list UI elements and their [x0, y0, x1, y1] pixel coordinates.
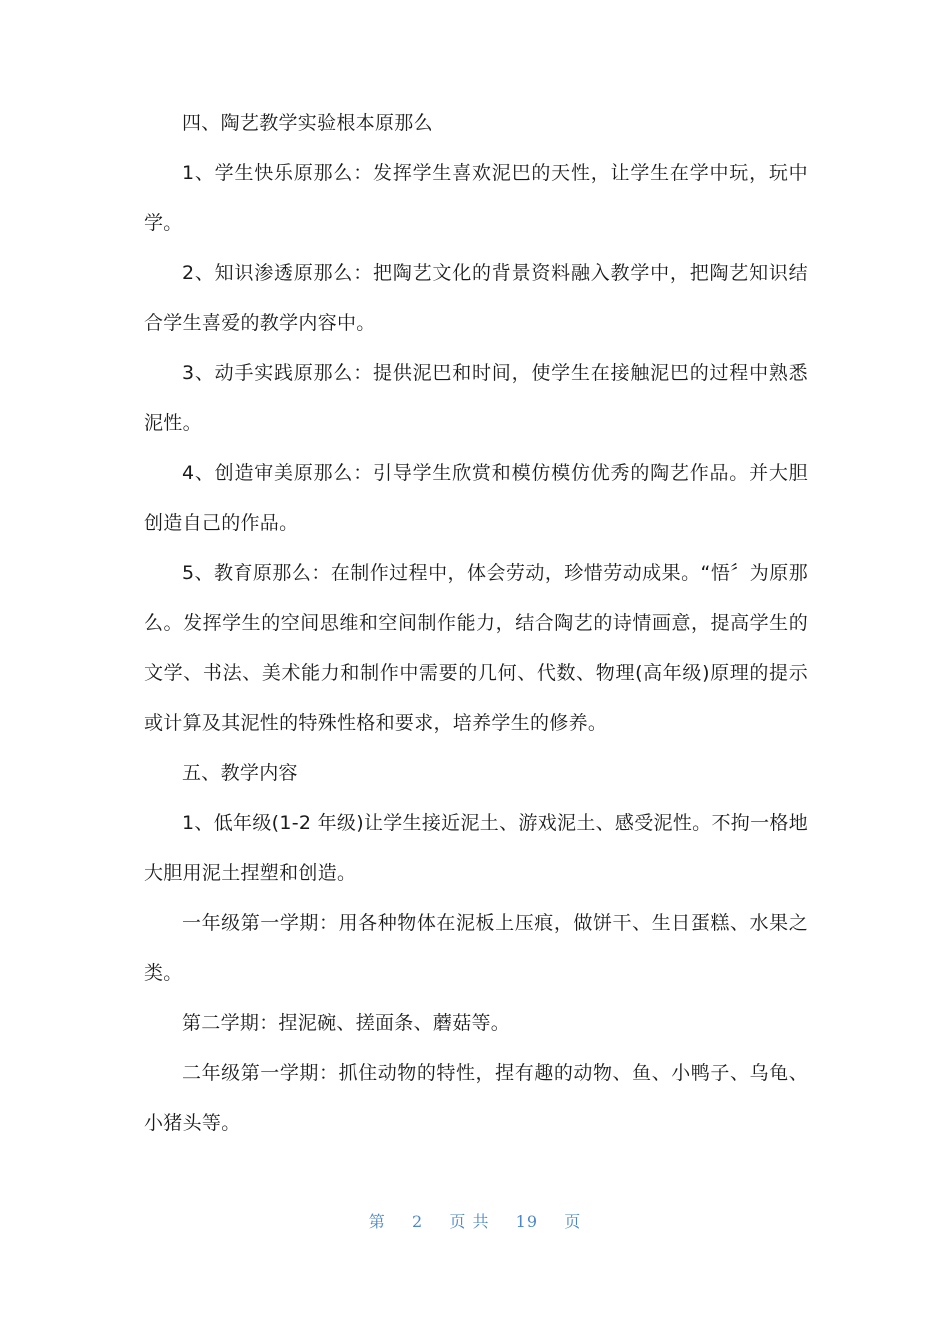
paragraph-principle-5: 5、教育原那么：在制作过程中，体会劳动，珍惜劳动成果。“悟〞为原那么。发挥学生的空间思维和空间制作能力，结合陶艺的诗情画意，提高学生的文学、书法、美术能力和制作中需要的几何、代数、物理(高年级)原理的提示或计算及其泥性的特殊性格和要求，培养学生的修养。 [144, 562, 808, 734]
footer-middle: 页 共 [449, 1212, 490, 1231]
document-body [144, 98, 808, 1148]
footer-current-page: 2 [411, 1212, 424, 1231]
paragraph-content-1: 1、低年级(1-2 年级)让学生接近泥土、游戏泥土、感受泥性。不拘一格地大胆用泥土捏塑和创造。 [144, 812, 808, 884]
footer-total-pages: 19 [515, 1212, 538, 1231]
paragraph-grade2-term1: 二年级第一学期：抓住动物的特性，捏有趣的动物、鱼、小鸭子、乌龟、小猪头等。 [144, 1062, 808, 1134]
paragraph-grade1-term1: 一年级第一学期：用各种物体在泥板上压痕，做饼干、生日蛋糕、水果之类。 [144, 912, 808, 984]
footer-prefix: 第 [368, 1212, 386, 1231]
paragraph-principle-4: 4、创造审美原那么：引导学生欣赏和模仿模仿优秀的陶艺作品。并大胆创造自己的作品。 [144, 462, 808, 534]
paragraph-principle-3: 3、动手实践原那么：提供泥巴和时间，使学生在接触泥巴的过程中熟悉泥性。 [144, 362, 808, 434]
section-heading-content: 五、教学内容 [182, 762, 298, 784]
footer-suffix: 页 [564, 1212, 582, 1231]
paragraph-grade1-term2: 第二学期：捏泥碗、搓面条、蘑菇等。 [182, 1012, 511, 1034]
paragraph-principle-2: 2、知识渗透原那么：把陶艺文化的背景资料融入教学中，把陶艺知识结合学生喜爱的教学内容中。 [144, 262, 808, 334]
section-heading-principles: 四、陶艺教学实验根本原那么 [182, 112, 433, 134]
paragraph-principle-1: 1、学生快乐原那么：发挥学生喜欢泥巴的天性，让学生在学中玩，玩中学。 [144, 162, 808, 234]
page-footer [0, 1209, 950, 1232]
